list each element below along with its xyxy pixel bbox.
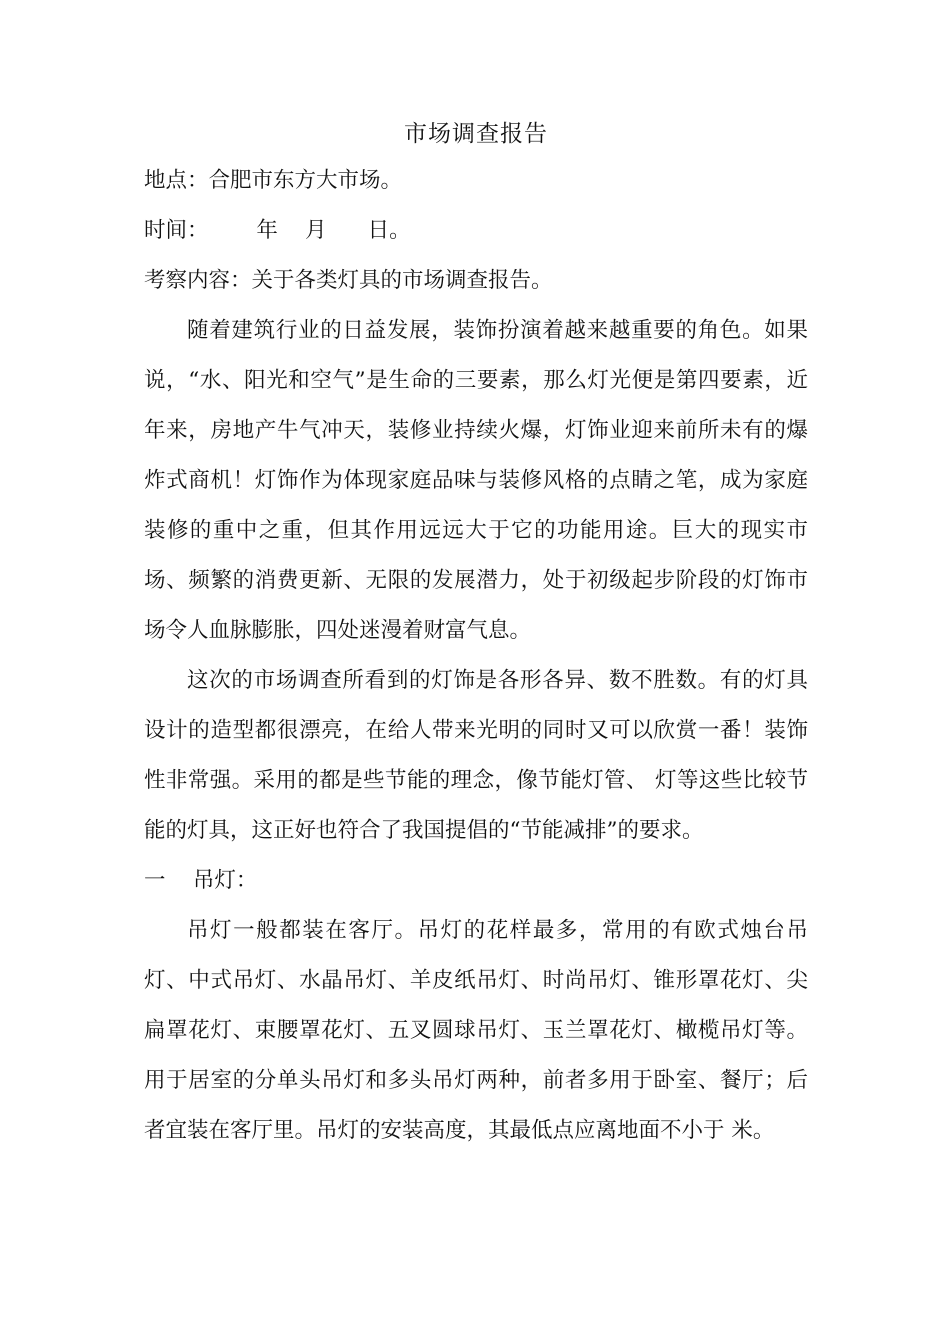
content-line: 考察内容：关于各类灯具的市场调查报告。 (144, 268, 553, 293)
intro-paragraph: 随着建筑行业的日益发展，装饰扮演着越来越重要的角色。如果说，“水、阳光和空气”是生命的三要素，那么灯光便是第四要素，近年来，房地产牛气冲天，装修业持续火爆，灯饰业迎来前所未有的爆炸式商机！灯饰作为体现家庭品味与装修风格的点睛之笔，成为家庭装修的重中之重，但其作用远远大于它的功能用途。巨大的现实市场、频繁的消费更新、无限的发展潜力，处于初级起步阶段的灯饰市场令人血脉膨胀，四处迷漫着财富气息。 (144, 318, 808, 643)
time-line: 时间： 年 月 日。 (144, 218, 411, 243)
location-line: 地点：合肥市东方大市场。 (144, 168, 403, 193)
section-heading: 一 吊灯： (144, 868, 258, 893)
document-title: 市场调查报告 (404, 121, 548, 147)
survey-paragraph: 这次的市场调查所看到的灯饰是各形各异、数不胜数。有的灯具设计的造型都很漂亮，在给人带来光明的同时又可以欣赏一番！装饰性非常强。采用的都是些节能的理念，像节能灯管、 灯等这些比较节能的灯具，这正好也符合了我国提倡的“节能减排”的要求。 (144, 668, 808, 843)
section-paragraph: 吊灯一般都装在客厅。吊灯的花样最多，常用的有欧式烛台吊灯、中式吊灯、水晶吊灯、羊皮纸吊灯、时尚吊灯、锥形罩花灯、尖扁罩花灯、束腰罩花灯、五叉圆球吊灯、玉兰罩花灯、橄榄吊灯等。用于居室的分单头吊灯和多头吊灯两种，前者多用于卧室、餐厅；后者宜装在客厅里。吊灯的安装高度，其最低点应离地面不小于 米。 (144, 918, 808, 1143)
document-page (144, 112, 808, 1156)
